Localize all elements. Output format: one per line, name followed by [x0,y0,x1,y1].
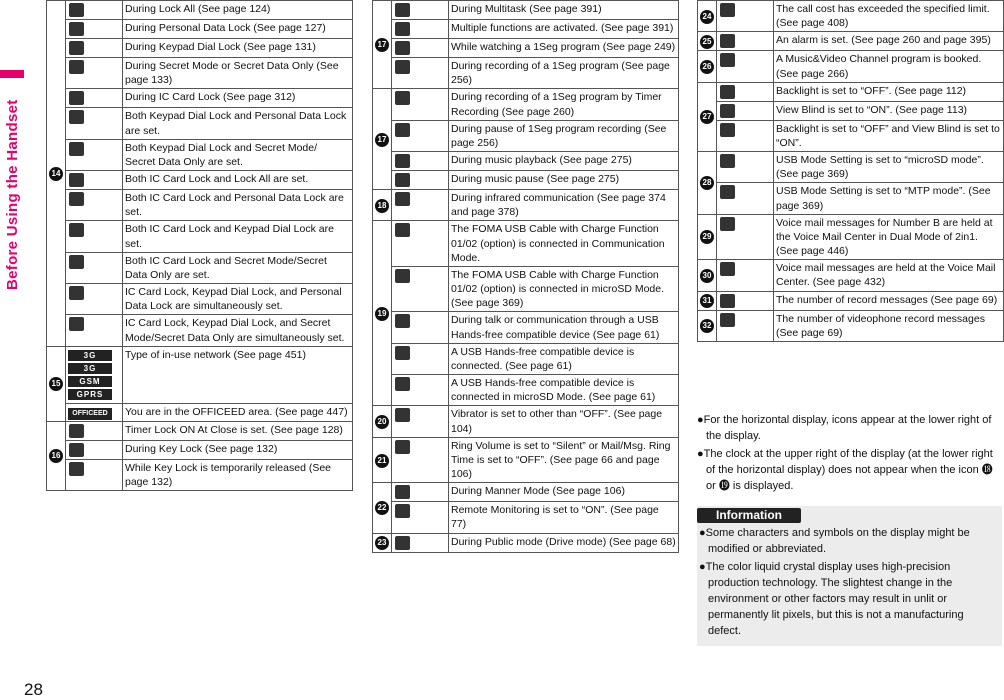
notes [697,413,1004,497]
description: USB Mode Setting is set to “microSD mode”. (See page 369) [774,152,1004,183]
group-number-label: 18 [375,199,389,213]
table-row [698,32,1004,51]
note-item: ●The clock at the upper right of the display (at the lower right of the horizontal display) does not appear when the icon ⓲ or ⓳ is displayed. [697,447,993,492]
status-glyph [395,440,410,454]
status-glyph [720,34,735,48]
table-row [47,346,353,403]
information-item: ●Some characters and symbols on the display might be modified or abbreviated. [699,527,970,555]
table-row [373,190,679,221]
description: During Lock All (See page 124) [123,1,353,20]
status-glyph [395,60,410,74]
description: An alarm is set. (See page 260 and page 395) [774,32,1004,51]
group-number-label: 15 [49,377,63,391]
icon-table-left [46,0,353,491]
status-glyph [395,192,410,206]
status-glyph [69,142,84,156]
table-row [47,1,353,20]
description: During Multitask (See page 391) [449,1,679,20]
description: You are in the OFFICEED area. (See page 447) [123,403,353,421]
table-row [47,108,353,139]
dial-secret-lock-icon [66,139,123,170]
alarm-icon [717,32,774,51]
multi-functions-icon [392,20,449,39]
officeed-icon [66,403,123,421]
status-glyph [69,255,84,269]
group-number [373,533,392,552]
group-number-label: 30 [700,269,714,283]
information-label: Information [697,508,801,523]
voicemail-b-icon [717,214,774,260]
information-item: ●The color liquid crystal display uses high-precision production technology. The slightest change in the environment or other factors may result in unlit or permanently lit pixels, but this is not a manufacturing defect. [699,560,964,637]
group-number-label: 17 [375,133,389,147]
timer-lock-icon [66,421,123,440]
group-number-label: 28 [700,176,714,190]
description: During Public mode (Drive mode) (See page 68) [449,533,679,552]
description: Ring Volume is set to “Silent” or Mail/Msg. Ring Time is set to “OFF”. (See page 66 and page 106) [449,437,679,483]
group-number-label: 24 [700,10,714,24]
group-number [698,32,717,51]
description: View Blind is set to “ON”. (See page 113) [774,101,1004,120]
table-row [373,406,679,437]
table-row [698,120,1004,151]
group-number [373,89,392,190]
description: Both IC Card Lock and Secret Mode/Secret Data Only are set. [123,252,353,283]
description: During Key Lock (See page 132) [123,440,353,459]
status-glyph [395,223,410,237]
group-number [47,346,66,421]
description: Vibrator is set to other than “OFF”. (See page 104) [449,406,679,437]
group-number [373,406,392,437]
group-number [698,82,717,151]
status-glyph [720,313,735,327]
backlight-blind-icon [717,120,774,151]
group-number-label: 16 [49,449,63,463]
table-row [47,315,353,346]
ic-dial-secret-lock-icon [66,315,123,346]
group-number [698,310,717,341]
group-number-label: 23 [375,536,389,550]
ic-dial-personal-lock-icon [66,284,123,315]
group-number-label: 32 [700,319,714,333]
description: Backlight is set to “OFF”. (See page 112) [774,82,1004,101]
table-row [47,139,353,170]
status-glyph [395,3,410,17]
icon-table-right [697,0,1004,342]
silent-icon [392,437,449,483]
status-glyph [69,91,84,105]
description: Both IC Card Lock and Keypad Dial Lock are set. [123,221,353,252]
description: Voice mail messages are held at the Voice Mail Center. (See page 432) [774,260,1004,291]
status-glyph [720,154,735,168]
status-glyph [720,53,735,67]
status-glyph [69,317,84,331]
description: A Music&Video Channel program is booked. (See page 266) [774,51,1004,82]
status-glyph [395,346,410,360]
page-number: 28 [24,680,43,699]
table-row [47,403,353,421]
videophone-record-icon [717,310,774,341]
call-cost-icon [717,1,774,32]
ic-lock-all-icon [66,171,123,190]
description: Remote Monitoring is set to “ON”. (See page 77) [449,502,679,533]
icon-table-middle [372,0,679,553]
description: IC Card Lock, Keypad Dial Lock, and Secret Mode/Secret Data Only are simultaneously set. [123,315,353,346]
status-glyph [69,192,84,206]
table-row [373,89,679,120]
table-row [698,152,1004,183]
table-row [373,58,679,89]
status-glyph [720,85,735,99]
description: IC Card Lock, Keypad Dial Lock, and Personal Data Lock are simultaneously set. [123,284,353,315]
voicemail-icon [717,260,774,291]
group-number [373,190,392,221]
table-row [698,310,1004,341]
table-row [373,171,679,190]
status-glyph [69,41,84,55]
description: Voice mail messages for Number B are held at the Voice Mail Center in Dual Mode of 2in1. (See page 446) [774,214,1004,260]
section-title: Before Using the Handset [4,99,21,290]
backlight-off-icon [717,82,774,101]
description: During music pause (See page 275) [449,171,679,190]
description: While watching a 1Seg program (See page 249) [449,39,679,58]
group-number-label: 29 [700,230,714,244]
table-row [698,214,1004,260]
description: Timer Lock ON At Close is set. (See page 128) [123,421,353,440]
description: The FOMA USB Cable with Charge Function 01/02 (option) is connected in microSD Mode. (See page 369) [449,266,679,312]
group-number [373,221,392,406]
status-glyph [395,314,410,328]
table-row [47,459,353,490]
description: Multiple functions are activated. (See page 391) [449,20,679,39]
description: Both IC Card Lock and Lock All are set. [123,171,353,190]
table-row [47,58,353,89]
network-badge: 3G [68,363,112,374]
table-row [698,51,1004,82]
table-row [47,171,353,190]
handsfree-sd-icon [392,375,449,406]
status-glyph [69,424,84,438]
status-glyph [395,154,410,168]
infrared-icon [392,190,449,221]
keypad-dial-lock-icon [66,39,123,58]
status-glyph [395,123,410,137]
ic-card-lock-icon [66,89,123,108]
status-glyph [69,110,84,124]
group-number [47,421,66,490]
group-number [373,1,392,89]
group-number-label: 17 [375,38,389,52]
public-mode-icon [392,533,449,552]
group-number [698,152,717,215]
manner-mode-icon [392,483,449,502]
network-badge: GPRS [68,389,112,400]
description: USB Mode Setting is set to “MTP mode”. (See page 369) [774,183,1004,214]
table-row [373,483,679,502]
group-number-label: 26 [700,60,714,74]
network-badge: 3G [68,350,112,361]
officeed-badge: OFFICEED [68,408,112,420]
table-row [698,101,1004,120]
table-row [373,39,679,58]
status-glyph [395,408,410,422]
usb-microsd-icon [717,152,774,183]
description: During Manner Mode (See page 106) [449,483,679,502]
music-play-icon [392,152,449,171]
status-glyph [720,3,735,17]
table-row [373,343,679,374]
group-number [698,1,717,32]
group-number [698,51,717,82]
1seg-timer-record-icon [392,89,449,120]
remote-monitoring-icon [392,502,449,533]
description: Both IC Card Lock and Personal Data Lock are set. [123,190,353,221]
table-row [373,266,679,312]
group-number [373,483,392,533]
status-glyph [720,104,735,118]
status-glyph [720,294,735,308]
status-glyph [395,485,410,499]
description: A USB Hands-free compatible device is connected in microSD Mode. (See page 61) [449,375,679,406]
table-row [373,375,679,406]
group-number [47,1,66,347]
status-glyph [395,269,410,283]
usb-mtp-icon [717,183,774,214]
status-glyph [395,41,410,55]
lock-all-icon [66,1,123,20]
status-glyph [395,536,410,550]
description: While Key Lock is temporarily released (See page 132) [123,459,353,490]
note-item: ●For the horizontal display, icons appear at the lower right of the display. [697,414,992,442]
status-glyph [395,91,410,105]
description: Backlight is set to “OFF” and View Blind is set to “ON”. [774,120,1004,151]
dial-personal-lock-icon [66,108,123,139]
table-row [373,312,679,343]
group-number [698,214,717,260]
status-glyph [395,22,410,36]
table-row [47,284,353,315]
key-lock-icon [66,440,123,459]
status-glyph [69,223,84,237]
description: During Secret Mode or Secret Data Only (See page 133) [123,58,353,89]
section-tab-marker [0,70,24,78]
status-glyph [69,443,84,457]
table-row [47,39,353,58]
status-glyph [720,262,735,276]
status-glyph [720,217,735,231]
group-number-label: 22 [375,501,389,515]
music-pause-icon [392,171,449,190]
multitask-icon [392,1,449,20]
table-row [698,183,1004,214]
description: During IC Card Lock (See page 312) [123,89,353,108]
description: Type of in-use network (See page 451) [123,346,353,403]
table-row [373,120,679,151]
description: Both Keypad Dial Lock and Personal Data Lock are set. [123,108,353,139]
status-glyph [720,185,735,199]
table-row [698,260,1004,291]
table-row [373,20,679,39]
group-number-label: 20 [375,415,389,429]
ic-secret-lock-icon [66,252,123,283]
vibrator-icon [392,406,449,437]
status-glyph [69,3,84,17]
description: Both Keypad Dial Lock and Secret Mode/ Secret Data Only are set. [123,139,353,170]
usb-cable-icon [392,221,449,267]
description: During infrared communication (See page 374 and page 378) [449,190,679,221]
status-glyph [720,123,735,137]
group-number-label: 14 [49,167,63,181]
status-glyph [69,286,84,300]
handsfree-connected-icon [392,343,449,374]
status-glyph [395,377,410,391]
group-number-label: 27 [700,110,714,124]
status-glyph [69,462,84,476]
group-number [373,437,392,483]
description: The call cost has exceeded the specified limit. (See page 408) [774,1,1004,32]
table-row [373,533,679,552]
group-number [698,260,717,291]
table-row [698,291,1004,310]
description: During Personal Data Lock (See page 127) [123,20,353,39]
1seg-watch-icon [392,39,449,58]
network-type-icon [66,346,123,403]
1seg-record-icon [392,58,449,89]
status-glyph [395,504,410,518]
status-glyph [395,173,410,187]
music-video-channel-icon [717,51,774,82]
handsfree-talk-icon [392,312,449,343]
information-text [699,526,999,642]
description: During recording of a 1Seg program (See page 256) [449,58,679,89]
usb-cable-sd-icon [392,266,449,312]
table-row [373,502,679,533]
description: During pause of 1Seg program recording (See page 256) [449,120,679,151]
table-row [373,152,679,171]
table-row [47,20,353,39]
ic-dial-lock-icon [66,221,123,252]
description: During talk or communication through a USB Hands-free compatible device (See page 61) [449,312,679,343]
group-number [698,291,717,310]
ic-personal-lock-icon [66,190,123,221]
personal-data-lock-icon [66,20,123,39]
table-row [47,221,353,252]
key-lock-released-icon [66,459,123,490]
table-row [47,440,353,459]
table-row [698,1,1004,32]
table-row [698,82,1004,101]
table-row [47,421,353,440]
table-row [373,437,679,483]
description: The number of videophone record messages (See page 69) [774,310,1004,341]
group-number-label: 25 [700,35,714,49]
description: During recording of a 1Seg program by Timer Recording (See page 260) [449,89,679,120]
status-glyph [69,60,84,74]
description: The number of record messages (See page 69) [774,291,1004,310]
table-row [373,221,679,267]
1seg-record-pause-icon [392,120,449,151]
record-message-icon [717,291,774,310]
table-row [47,190,353,221]
group-number-label: 31 [700,294,714,308]
view-blind-icon [717,101,774,120]
description: A USB Hands-free compatible device is connected. (See page 61) [449,343,679,374]
description: During Keypad Dial Lock (See page 131) [123,39,353,58]
secret-mode-icon [66,58,123,89]
network-badge: GSM [68,376,112,387]
table-row [373,1,679,20]
status-glyph [69,22,84,36]
group-number-label: 19 [375,307,389,321]
status-glyph [69,173,84,187]
description: The FOMA USB Cable with Charge Function 01/02 (option) is connected in Communication Mode. [449,221,679,267]
table-row [47,89,353,108]
group-number-label: 21 [375,454,389,468]
table-row [47,252,353,283]
description: During music playback (See page 275) [449,152,679,171]
